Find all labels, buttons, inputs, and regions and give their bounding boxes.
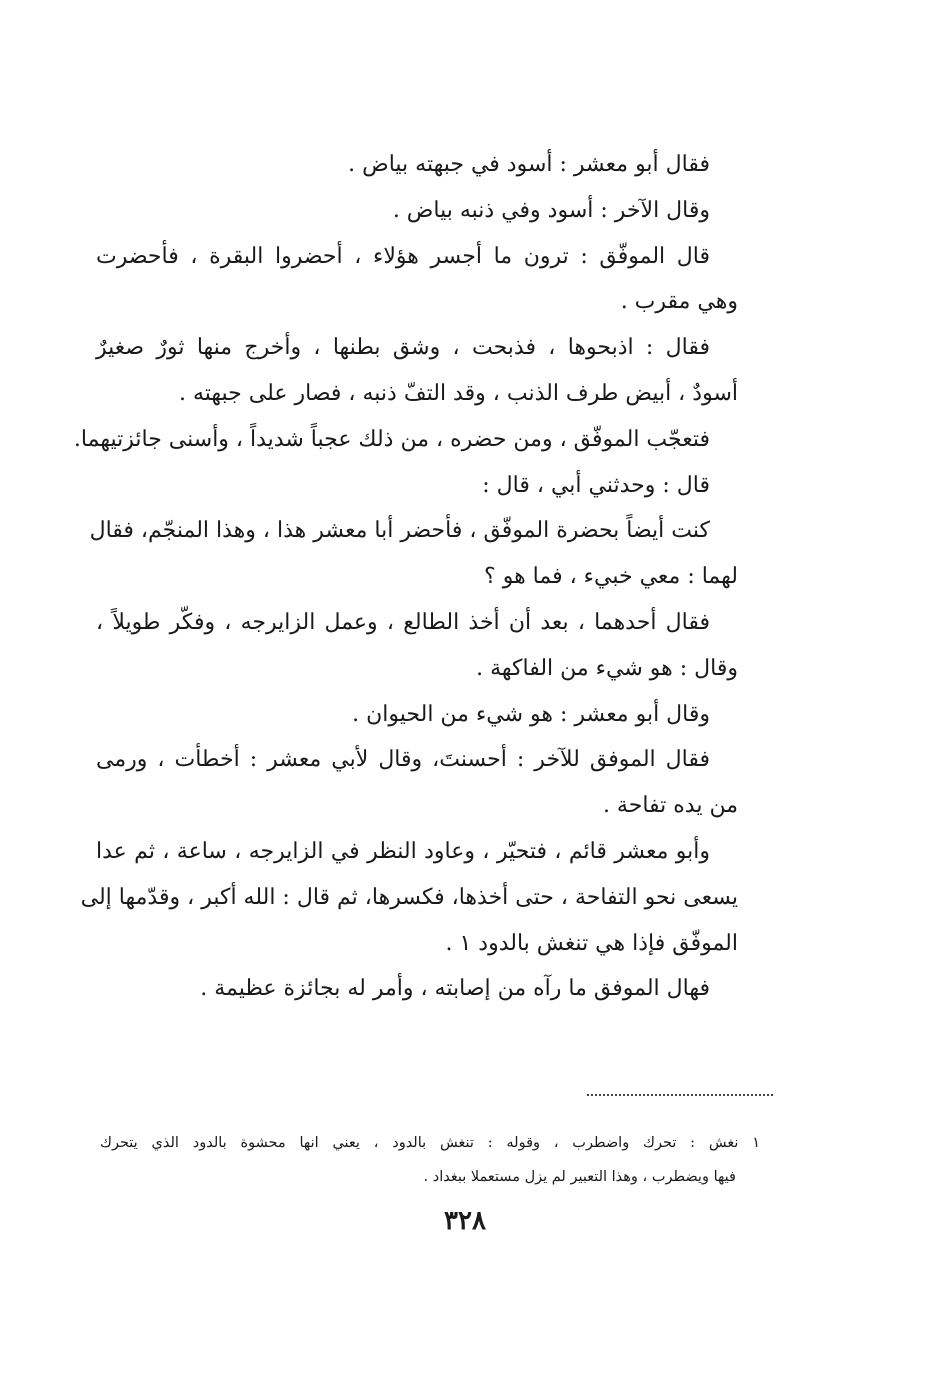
- footnote-divider: [587, 1094, 773, 1096]
- text-line: فقال أحدهما ، بعد أن أخذ الطالع ، وعمل الزايرجه ، وفكّر طويلاً ،: [96, 609, 710, 635]
- footnote-line: ١ نغش : تحرك واضطرب ، وقوله : تنغش بالدود ، يعني انها محشوة بالدود الذي يتحرك: [100, 1135, 760, 1151]
- text-line: وهي مقرب .: [620, 289, 738, 315]
- text-line: فقال : اذبحوها ، فذبحت ، وشق بطنها ، وأخرج منها ثورٌ صغيرٌ: [96, 335, 710, 361]
- text-line: من يده تفاحة .: [602, 793, 738, 819]
- text-line: وأبو معشر قائم ، فتحيّر ، وعاود النظر في الزايرجه ، ساعة ، ثم عدا: [96, 838, 710, 864]
- text-line: فقال الموفق للآخر : أحسنتَ، وقال لأبي معشر : أخطأت ، ورمى: [96, 747, 710, 773]
- text-line: أسودٌ ، أبيض طرف الذنب ، وقد التفّ ذنبه ، فصار على جبهته .: [178, 380, 738, 406]
- text-line: الموفّق فإذا هي تنغش بالدود ١ .: [445, 930, 738, 956]
- text-line: كنت أيضاً بحضرة الموفّق ، فأحضر أبا معشر هذا ، وهذا المنجّم، فقال: [89, 518, 710, 544]
- text-line: وقال : هو شيء من الفاكهة .: [476, 655, 738, 681]
- main-text: [73, 142, 738, 1012]
- text-line: وقال الآخر : أسود وفي ذنبه بياض .: [392, 197, 710, 223]
- footnote-line: فيها ويضطرب ، وهذا التعبير لم يزل مستعملا ببغداد .: [423, 1169, 736, 1185]
- text-line: يسعى نحو التفاحة ، حتى أخذها، فكسرها، ثم قال : الله أكبر ، وقدّمها إلى: [80, 884, 738, 910]
- page-number: ٣٢٨: [444, 1206, 486, 1236]
- text-line: فقال أبو معشر : أسود في جبهته بياض .: [348, 152, 710, 177]
- text-line: لهما : معي خبيء ، فما هو ؟: [484, 564, 738, 590]
- footnote: [100, 1126, 760, 1194]
- text-line: فتعجّب الموفّق ، ومن حضره ، من ذلك عجباً شديداً ، وأسنى جائزتيهما.: [73, 426, 710, 452]
- text-line: وقال أبو معشر : هو شيء من الحيوان .: [352, 701, 710, 727]
- text-line: فهال الموفق ما رآه من إصابته ، وأمر له بجائزة عظيمة .: [200, 976, 710, 1002]
- text-line: قال الموفّق : ترون ما أجسر هؤلاء ، أحضروا البقرة ، فأحضرت: [96, 243, 710, 269]
- text-line: قال : وحدثني أبي ، قال :: [482, 472, 710, 498]
